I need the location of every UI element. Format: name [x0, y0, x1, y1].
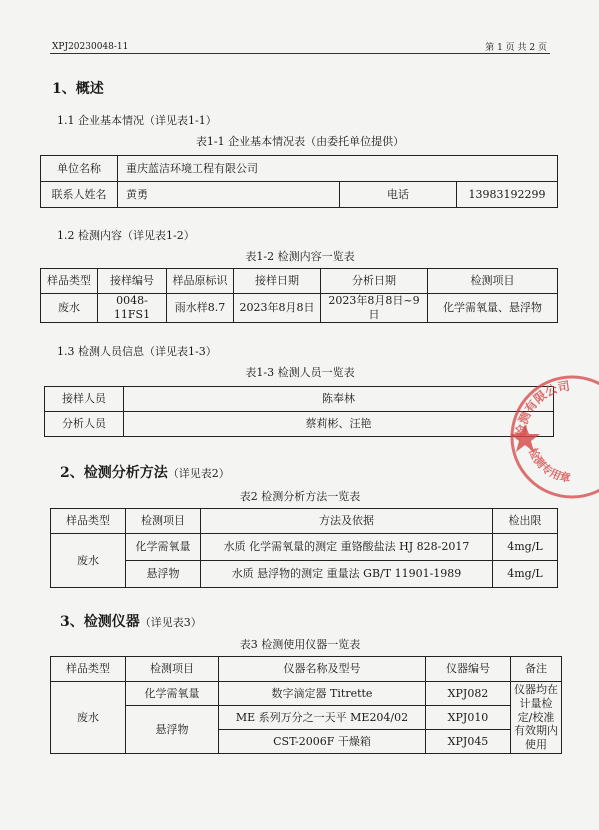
instr-item-ss: 悬浮物	[126, 706, 219, 754]
unit-name-value: 重庆蓝洁环境工程有限公司	[118, 156, 558, 182]
instr-header-name: 仪器名称及型号	[219, 657, 426, 682]
table11-caption: 表1-1 企业基本情况表（由委托单位提供）	[195, 135, 405, 148]
instr-sample-type: 废水	[51, 682, 126, 754]
method-header-item: 检测项目	[126, 509, 201, 534]
official-seal-stamp	[507, 372, 599, 502]
page-info: 第 1 页 共 2 页	[485, 43, 547, 53]
section1-title: 1、概述	[52, 81, 104, 97]
limit-ss: 4mg/L	[493, 561, 558, 588]
method-ss: 水质 悬浮物的测定 重量法 GB/T 11901-1989	[201, 561, 493, 588]
table12-caption: 表1-2 检测内容一览表	[245, 250, 355, 263]
contact-value: 黄勇	[118, 182, 340, 208]
analyst-label: 分析人员	[45, 412, 124, 437]
test-content-table	[40, 268, 558, 323]
header-analysis-date: 分析日期	[321, 269, 428, 294]
method-header-method: 方法及依据	[201, 509, 493, 534]
analyst-value: 蔡莉彬、汪艳	[124, 412, 554, 437]
instrument-name-1: 数字滴定器 Titrette	[219, 682, 426, 706]
cell-sample-type: 废水	[41, 294, 98, 323]
instrument-id-2: XPJ010	[426, 706, 511, 730]
seal-text-bottom: 检测专用章	[525, 446, 572, 485]
seal-text-top: 检测有限公司	[513, 378, 571, 438]
section2-title: 2、检测分析方法（详见表2）	[60, 465, 230, 481]
limit-cod: 4mg/L	[493, 534, 558, 561]
phone-value: 13983192299	[457, 182, 558, 208]
header-receipt-date: 接样日期	[234, 269, 321, 294]
personnel-table	[44, 386, 554, 437]
method-sample-type: 废水	[51, 534, 126, 588]
receiver-value: 陈奉林	[124, 387, 554, 412]
instrument-id-3: XPJ045	[426, 730, 511, 754]
unit-name-label: 单位名称	[41, 156, 118, 182]
header-receipt-no: 接样编号	[98, 269, 167, 294]
instrument-name-3: CST-2006F 干燥箱	[219, 730, 426, 754]
method-header-sample-type: 样品类型	[51, 509, 126, 534]
instrument-table	[50, 656, 562, 754]
company-info-table	[40, 155, 558, 208]
phone-label: 电话	[340, 182, 457, 208]
instrument-remark: 仪器均在计量检定/校准有效期内使用	[511, 682, 562, 754]
contact-label: 联系人姓名	[41, 182, 118, 208]
table13-caption: 表1-3 检测人员一览表	[245, 366, 355, 379]
method-item-ss: 悬浮物	[126, 561, 201, 588]
header-sample-type: 样品类型	[41, 269, 98, 294]
method-header-limit: 检出限	[493, 509, 558, 534]
cell-receipt-date: 2023年8月8日	[234, 294, 321, 323]
cell-receipt-no: 0048-11FS1	[98, 294, 167, 323]
instrument-id-1: XPJ082	[426, 682, 511, 706]
header-divider	[50, 53, 550, 54]
method-table	[50, 508, 558, 588]
instr-header-remark: 备注	[511, 657, 562, 682]
header-original-id: 样品原标识	[167, 269, 234, 294]
section13-heading: 1.3 检测人员信息（详见表1-3）	[57, 345, 217, 358]
cell-analysis-date: 2023年8月8日~9日	[321, 294, 428, 323]
report-number: XPJ20230048-11	[52, 42, 129, 52]
section11-heading: 1.1 企业基本情况（详见表1-1）	[57, 114, 217, 127]
receiver-label: 接样人员	[45, 387, 124, 412]
instr-item-cod: 化学需氧量	[126, 682, 219, 706]
instr-header-sample-type: 样品类型	[51, 657, 126, 682]
instr-header-id: 仪器编号	[426, 657, 511, 682]
method-cod: 水质 化学需氧量的测定 重铬酸盐法 HJ 828-2017	[201, 534, 493, 561]
section3-title: 3、检测仪器（详见表3）	[60, 614, 202, 630]
method-item-cod: 化学需氧量	[126, 534, 201, 561]
instrument-name-2: ME 系列万分之一天平 ME204/02	[219, 706, 426, 730]
section12-heading: 1.2 检测内容（详见表1-2）	[57, 229, 195, 242]
header-test-items: 检测项目	[428, 269, 558, 294]
cell-original-id: 雨水样8.7	[167, 294, 234, 323]
instr-header-item: 检测项目	[126, 657, 219, 682]
table2-caption: 表2 检测分析方法一览表	[239, 490, 361, 503]
cell-test-items: 化学需氧量、悬浮物	[428, 294, 558, 323]
table3-caption: 表3 检测使用仪器一览表	[239, 638, 361, 651]
